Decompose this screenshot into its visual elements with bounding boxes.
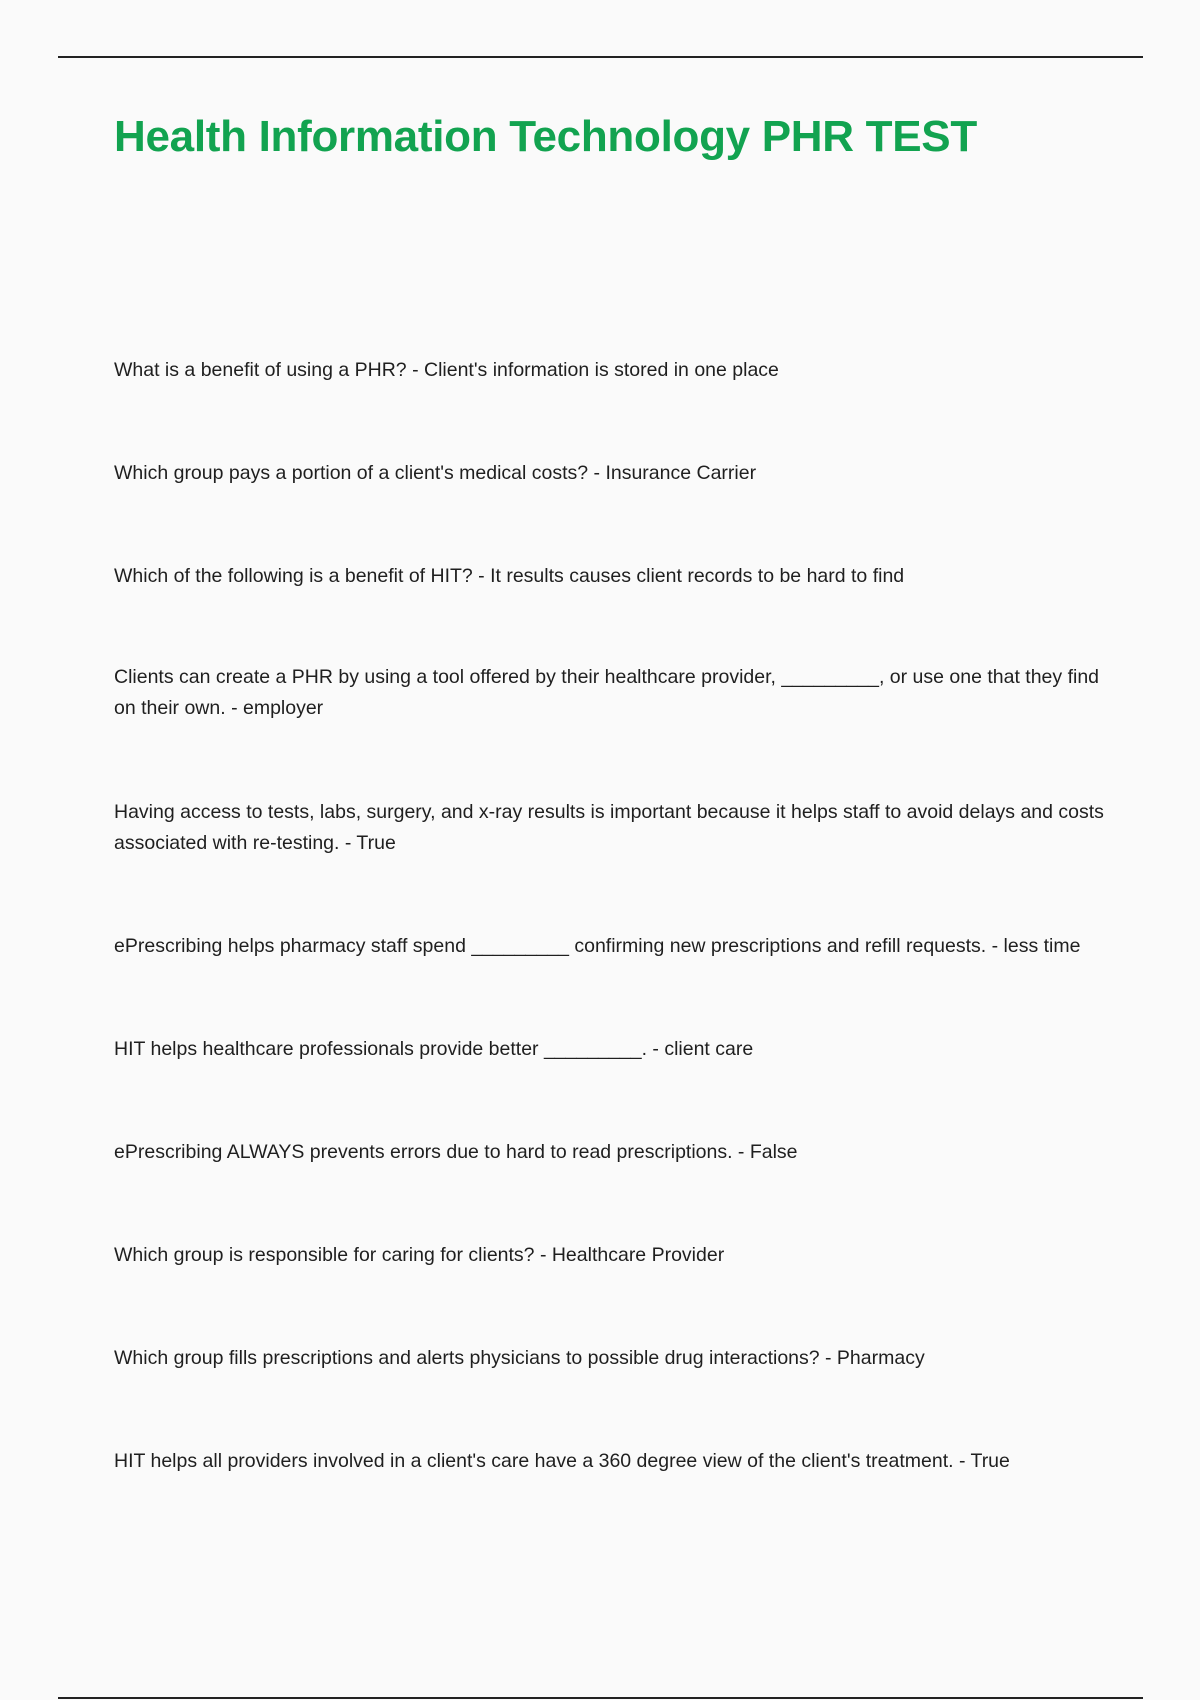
qa-item-9: Which group is responsible for caring for clients? - Healthcare Provider (114, 1244, 725, 1266)
qa-item-4: Clients can create a PHR by using a tool offered by their healthcare provider, _________, or use one that they find on their own. - employer (114, 666, 1100, 719)
qa-item-7: HIT helps healthcare professionals provide better _________. - client care (114, 1038, 754, 1060)
qa-item-11: HIT helps all providers involved in a client's care have a 360 degree view of the client's treatment. - True (114, 1450, 1010, 1472)
qa-item-8: ePrescribing ALWAYS prevents errors due to hard to read prescriptions. - False (114, 1141, 798, 1163)
qa-item-1: What is a benefit of using a PHR? - Client's information is stored in one place (114, 359, 779, 381)
bottom-divider (58, 1697, 1143, 1699)
top-divider (58, 56, 1143, 58)
qa-item-5: Having access to tests, labs, surgery, and x-ray results is important because it helps staff to avoid delays and costs associated with re-testing. - True (114, 801, 1104, 854)
document-title: Health Information Technology PHR TEST (114, 112, 977, 161)
qa-item-3: Which of the following is a benefit of HIT? - It results causes client records to be hard to find (114, 565, 905, 587)
qa-item-2: Which group pays a portion of a client's medical costs? - Insurance Carrier (114, 462, 757, 484)
qa-item-6: ePrescribing helps pharmacy staff spend _________ confirming new prescriptions and refill requests. - less time (114, 935, 1081, 957)
qa-item-10: Which group fills prescriptions and alerts physicians to possible drug interactions? - Pharmacy (114, 1347, 925, 1369)
